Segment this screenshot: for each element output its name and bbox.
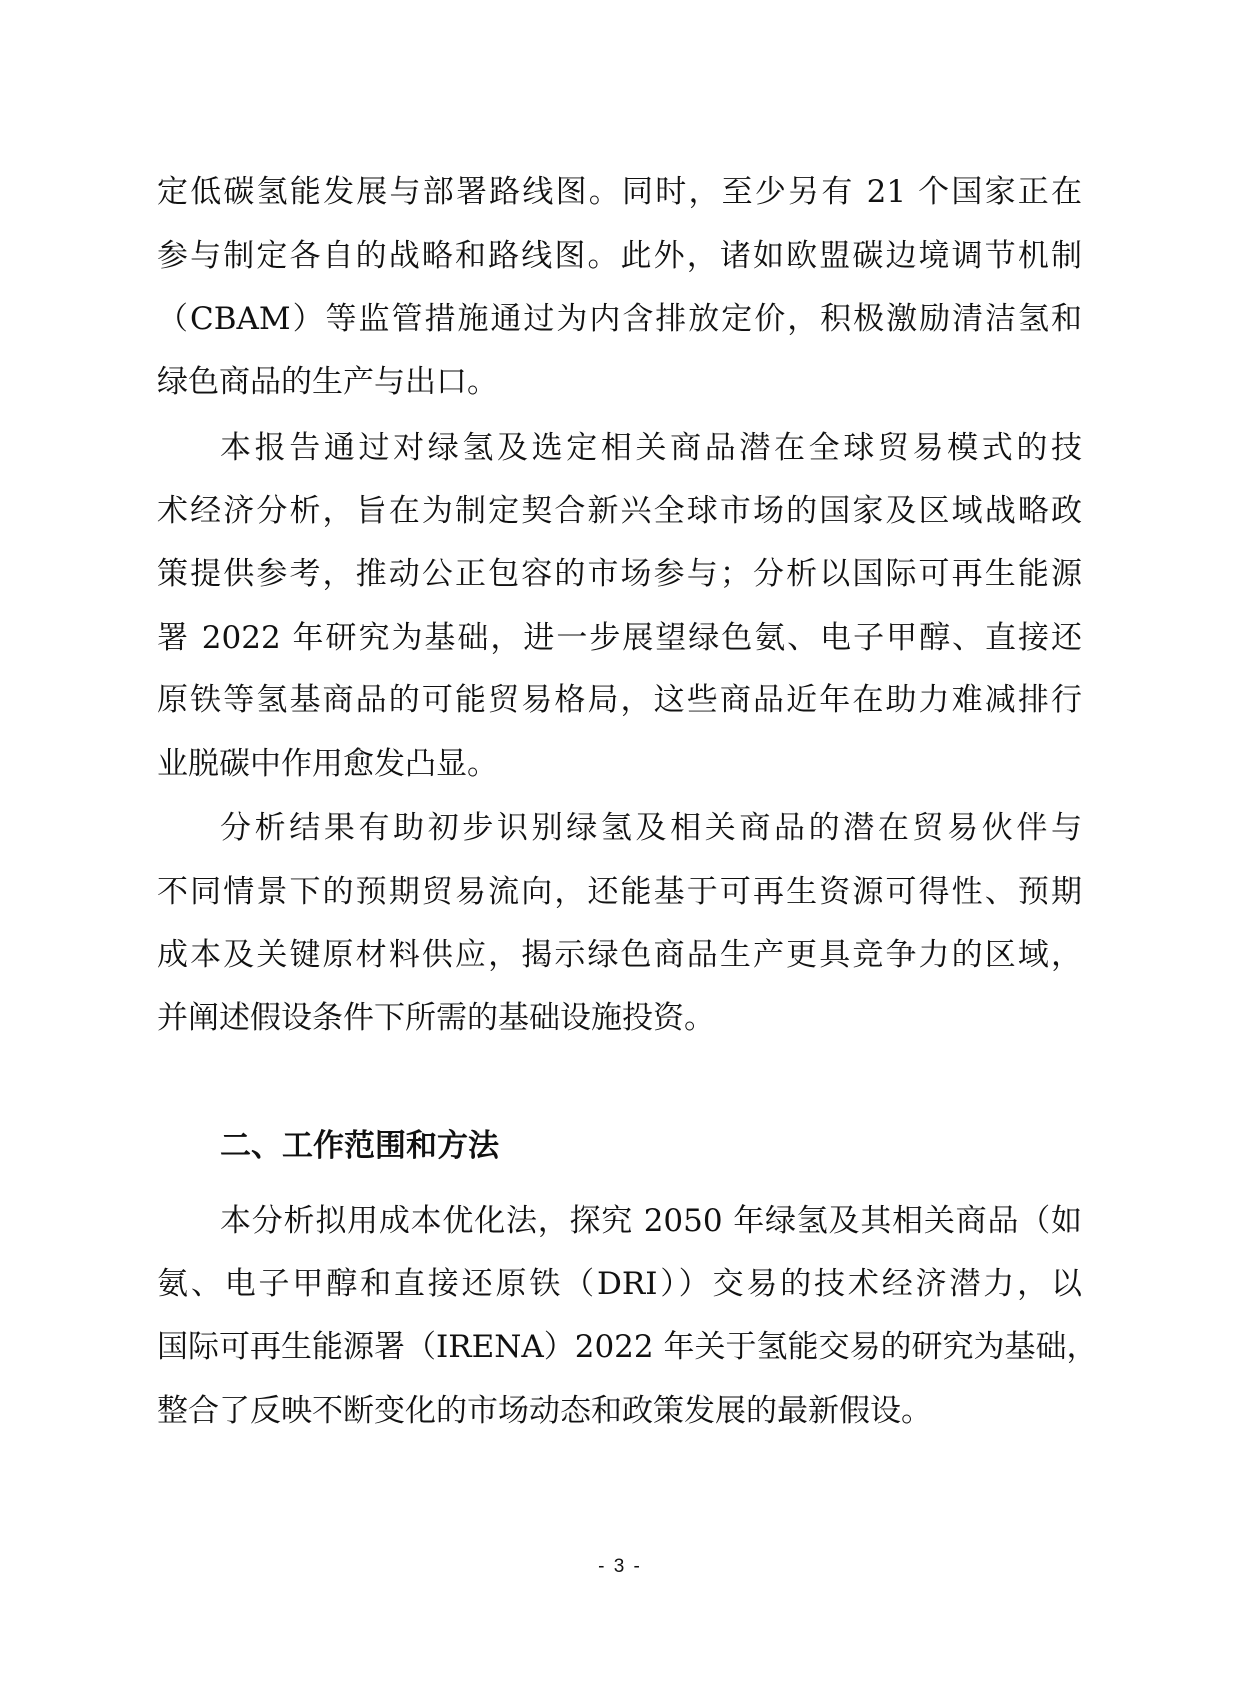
- paragraph-4-line-1: 本分析拟用成本优化法，探究 2050 年绿氢及其相关商品（如: [220, 1203, 1082, 1239]
- paragraph-1-line-4: 绿色商品的生产与出口。: [157, 364, 498, 400]
- paragraph-2-line-4: 署 2022 年研究为基础，进一步展望绿色氨、电子甲醇、直接还: [157, 620, 1082, 656]
- paragraph-1-line-1: 定低碳氢能发展与部署路线图。同时，至少另有 21 个国家正在: [157, 174, 1082, 210]
- paragraph-2-line-2: 术经济分析，旨在为制定契合新兴全球市场的国家及区域战略政: [157, 493, 1082, 529]
- paragraph-2-line-1: 本报告通过对绿氢及选定相关商品潜在全球贸易模式的技: [220, 430, 1082, 466]
- paragraph-2-line-6: 业脱碳中作用愈发凸显。: [157, 746, 498, 782]
- paragraph-3-line-4: 并阐述假设条件下所需的基础设施投资。: [157, 1000, 715, 1036]
- page-number: - 3 -: [598, 1556, 642, 1577]
- paragraph-2-line-5: 原铁等氢基商品的可能贸易格局，这些商品近年在助力难减排行: [157, 682, 1082, 718]
- paragraph-3-line-1: 分析结果有助初步识别绿氢及相关商品的潜在贸易伙伴与: [220, 810, 1082, 846]
- paragraph-1-line-2: 参与制定各自的战略和路线图。此外，诸如欧盟碳边境调节机制: [157, 238, 1082, 274]
- paragraph-4-line-4: 整合了反映不断变化的市场动态和政策发展的最新假设。: [157, 1393, 932, 1429]
- paragraph-3-line-3: 成本及关键原材料供应，揭示绿色商品生产更具竞争力的区域，: [157, 937, 1082, 973]
- paragraph-3-line-2: 不同情景下的预期贸易流向，还能基于可再生资源可得性、预期: [157, 874, 1082, 910]
- paragraph-1-line-3: （CBAM）等监管措施通过为内含排放定价，积极激励清洁氢和: [157, 301, 1082, 337]
- paragraph-4-line-3: 国际可再生能源署（IRENA）2022 年关于氢能交易的研究为基础，: [157, 1329, 1098, 1365]
- section-heading: 二、工作范围和方法: [220, 1128, 499, 1164]
- paragraph-4-line-2: 氨、电子甲醇和直接还原铁（DRI））交易的技术经济潜力，以: [157, 1266, 1082, 1302]
- paragraph-2-line-3: 策提供参考，推动公正包容的市场参与；分析以国际可再生能源: [157, 556, 1082, 592]
